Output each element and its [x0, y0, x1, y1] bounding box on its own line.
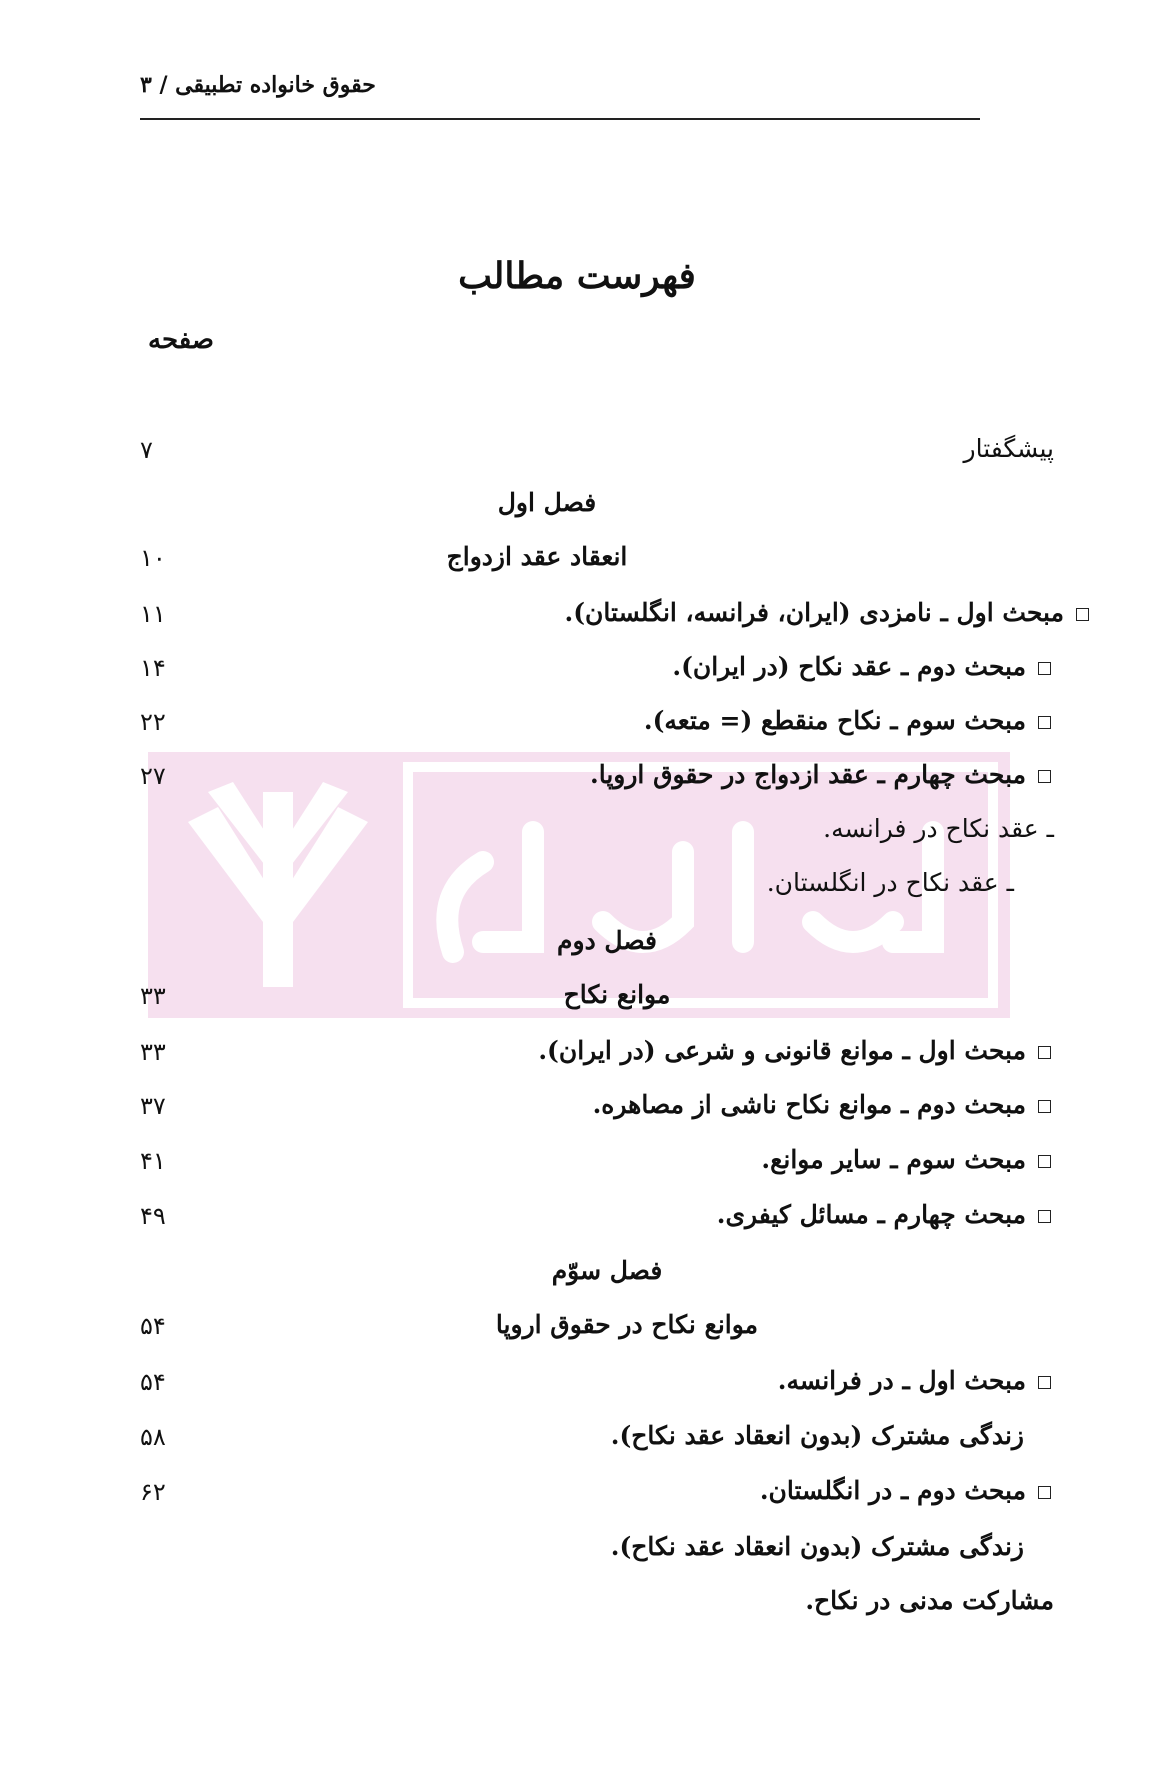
checkbox-square-icon [1038, 1210, 1051, 1223]
toc-entry [644, 706, 1051, 735]
toc-entry-text: مبحث سوم ـ نکاح منقطع (= متعه). [643, 706, 1026, 735]
toc-entry-text: مبحث دوم ـ موانع نکاح ناشی از مصاهره. [592, 1090, 1026, 1119]
toc-entry-text: ـ عقد نکاح در انگلستان. [766, 868, 1014, 897]
toc-entry-text: مشارکت مدنی در نکاح. [805, 1586, 1054, 1615]
toc-entry-text: فصل سوّم [551, 1256, 663, 1285]
toc-page-number: ۵۴ [140, 1312, 166, 1340]
toc-row-item [0, 1528, 1154, 1572]
toc-entry-text: مبحث چهارم ـ عقد ازدواج در حقوق اروپا. [590, 760, 1026, 789]
toc-entry [760, 1476, 1051, 1505]
toc-row-item [0, 1362, 1154, 1406]
toc-page-number: ۳۳ [140, 982, 166, 1010]
checkbox-square-icon [1038, 1046, 1051, 1059]
toc-page-number: ۱۰ [140, 544, 166, 572]
checkbox-square-icon [1038, 770, 1051, 783]
checkbox-square-icon [1038, 1100, 1051, 1113]
page-column-label: صفحه [148, 325, 214, 355]
toc-row-chapter-heading [0, 922, 1154, 966]
toc-row-item [0, 648, 1154, 692]
toc-page-number: ۳۷ [140, 1092, 166, 1120]
checkbox-square-icon [1038, 1486, 1051, 1499]
toc-page-number: ۴۱ [140, 1147, 166, 1175]
toc-row-sub [0, 864, 1154, 908]
toc-row-item [0, 1417, 1154, 1461]
toc-entry-text: موانع نکاح در حقوق اروپا [495, 1310, 759, 1339]
toc-row-item [0, 1582, 1154, 1626]
toc-row-item [0, 702, 1154, 746]
toc-row-item [0, 1141, 1154, 1185]
toc-entry [761, 1145, 1051, 1174]
toc-entry-text: فصل اول [497, 488, 597, 517]
toc-entry-text: فصل دوم [557, 926, 657, 955]
toc-entry-text: مبحث اول ـ نامزدی (ایران، فرانسه، انگلستان). [564, 598, 1064, 627]
toc-row-preface [0, 430, 1154, 474]
toc-page-number: ۶۲ [140, 1478, 166, 1506]
toc-row-chapter-title [0, 538, 1154, 582]
toc-row-item [0, 756, 1154, 800]
toc-entry [565, 598, 1089, 627]
toc-entry-text: مبحث سوم ـ سایر موانع. [761, 1145, 1026, 1174]
toc-row-item [0, 1472, 1154, 1516]
toc-entry-text: موانع نکاح [563, 980, 671, 1009]
toc-row-sub [0, 810, 1154, 854]
toc-row-chapter-heading [0, 484, 1154, 528]
toc-page-number: ۲۷ [140, 762, 166, 790]
toc-entry [778, 1366, 1051, 1395]
toc-page-number: ۲۲ [140, 708, 166, 736]
toc-entry [672, 652, 1051, 681]
toc-entry-text: مبحث دوم ـ در انگلستان. [759, 1476, 1026, 1505]
running-title: حقوق خانواده تطبیقی / ۳ [140, 72, 376, 98]
toc-page-number: ۵۸ [140, 1423, 166, 1451]
checkbox-square-icon [1038, 1376, 1051, 1389]
checkbox-square-icon [1038, 662, 1051, 675]
toc-row-item [0, 1086, 1154, 1130]
toc-entry-text: پیشگفتار [963, 434, 1054, 463]
toc-row-item [0, 1196, 1154, 1240]
toc-page-number: ۵۴ [140, 1368, 166, 1396]
toc-entry [593, 1090, 1051, 1119]
toc-entry-text: انعقاد عقد ازدواج [446, 542, 628, 571]
toc-page-number: ۴۹ [140, 1202, 166, 1230]
checkbox-square-icon [1076, 608, 1089, 621]
toc-entry-text: زندگی مشترک (بدون انعقاد عقد نکاح). [610, 1532, 1024, 1561]
checkbox-square-icon [1038, 716, 1051, 729]
toc-row-chapter-title [0, 1306, 1154, 1350]
toc-entry-text: ـ عقد نکاح در فرانسه. [823, 814, 1054, 843]
toc-entry [538, 1036, 1051, 1065]
running-header [140, 68, 980, 120]
toc-entry-text: زندگی مشترک (بدون انعقاد عقد نکاح). [610, 1421, 1024, 1450]
toc-entry-text: مبحث دوم ـ عقد نکاح (در ایران). [672, 652, 1026, 681]
toc-entry-text: مبحث چهارم ـ مسائل کیفری. [716, 1200, 1026, 1229]
toc-entry [590, 760, 1051, 789]
checkbox-square-icon [1038, 1155, 1051, 1168]
toc-row-chapter-title [0, 976, 1154, 1020]
page-title: فهرست مطالب [458, 255, 696, 297]
toc-page-number: ۳۳ [140, 1038, 166, 1066]
toc-entry [717, 1200, 1051, 1229]
toc-page-number: ۷ [140, 436, 153, 464]
toc-page-number: ۱۴ [140, 654, 166, 682]
toc-row-item [0, 594, 1154, 638]
toc-row-chapter-heading [0, 1252, 1154, 1296]
toc-entry-text: مبحث اول ـ در فرانسه. [777, 1366, 1026, 1395]
toc-row-item [0, 1032, 1154, 1076]
toc-entry-text: مبحث اول ـ موانع قانونی و شرعی (در ایران). [538, 1036, 1026, 1065]
toc-page-number: ۱۱ [140, 600, 166, 628]
